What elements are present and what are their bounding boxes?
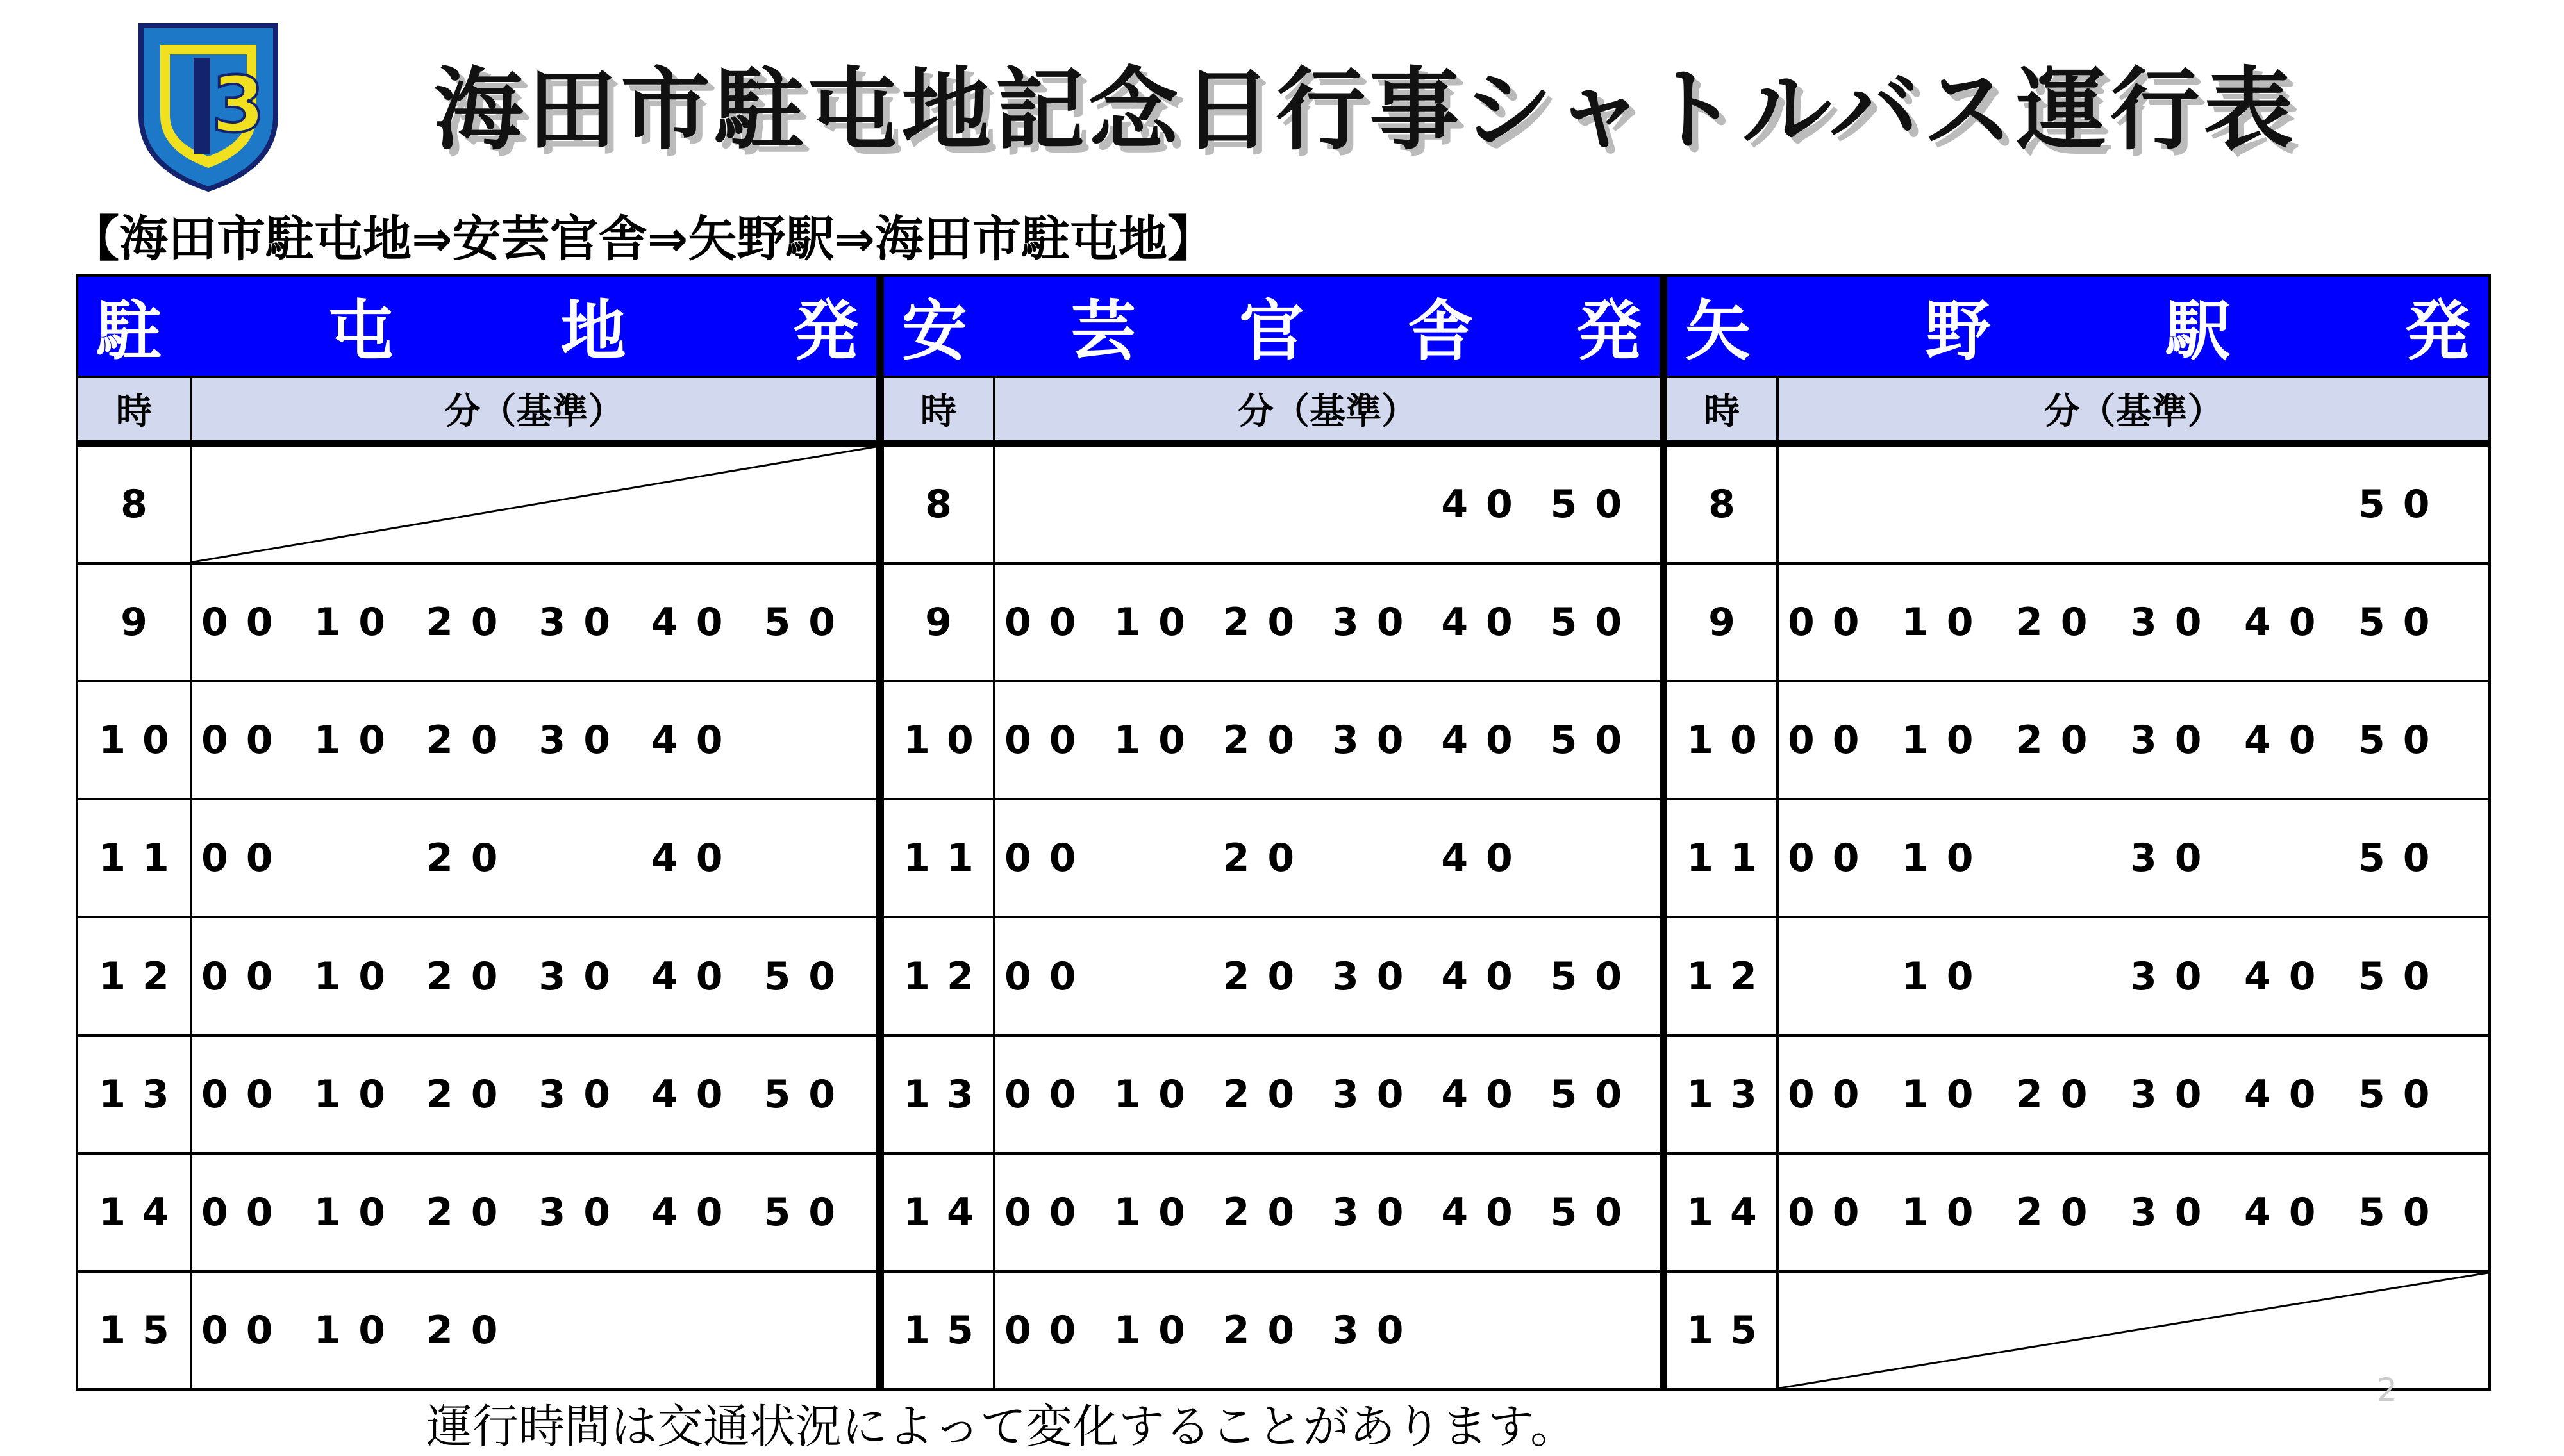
departure-minute bbox=[1441, 1308, 1550, 1353]
departure-minute: 20 bbox=[1222, 600, 1313, 645]
departure-minute: 20 bbox=[1222, 1189, 1313, 1235]
departure-minute: 10 bbox=[1113, 1071, 1203, 1117]
hour-cell: 8 bbox=[880, 443, 994, 563]
departure-minute: 10 bbox=[1902, 1071, 1992, 1117]
departure-minute: 00 bbox=[1788, 718, 1877, 763]
departure-minute bbox=[2244, 482, 2358, 527]
departure-minute bbox=[1902, 482, 2016, 527]
departure-minute bbox=[2016, 482, 2130, 527]
departure-minute: 50 bbox=[763, 954, 853, 999]
station-name-char: 芸 bbox=[1070, 293, 1136, 370]
departure-minute bbox=[1551, 836, 1660, 881]
departure-minute bbox=[314, 836, 427, 881]
departure-minute: 50 bbox=[2358, 482, 2448, 527]
departure-minute: 40 bbox=[2244, 1071, 2334, 1117]
departure-minute bbox=[1788, 954, 1902, 999]
departure-minute: 00 bbox=[201, 600, 291, 645]
departure-minute: 00 bbox=[1004, 1307, 1094, 1353]
departure-minute: 10 bbox=[313, 718, 403, 763]
hour-cell: 8 bbox=[1663, 443, 1777, 563]
departure-minute: 00 bbox=[201, 1189, 291, 1235]
departure-minute: 20 bbox=[426, 954, 516, 999]
hour-cell: 12 bbox=[1663, 917, 1777, 1035]
hour-cell: 14 bbox=[77, 1154, 191, 1271]
departure-minute: 00 bbox=[201, 718, 291, 763]
departure-minute: 30 bbox=[538, 954, 628, 999]
station-name-char: 駐 bbox=[96, 293, 162, 370]
hour-column-header: 時 bbox=[77, 377, 191, 443]
minute-column-header: 分（基準） bbox=[191, 377, 880, 443]
departure-minute bbox=[1788, 482, 1902, 527]
departure-minute: 00 bbox=[1004, 954, 1094, 999]
diagonal-slash bbox=[192, 447, 876, 562]
hour-cell: 13 bbox=[77, 1036, 191, 1154]
footnote: 運行時間は交通状況によって変化することがあります。 bbox=[426, 1400, 1577, 1453]
departure-minute: 10 bbox=[313, 600, 403, 645]
departure-minute: 00 bbox=[201, 954, 291, 999]
departure-minute: 30 bbox=[2130, 718, 2220, 763]
hour-cell: 15 bbox=[77, 1271, 191, 1389]
minutes-cell bbox=[994, 563, 1663, 681]
departure-minute: 30 bbox=[2130, 836, 2220, 881]
departure-minute: 50 bbox=[1550, 1189, 1640, 1235]
departure-minute: 40 bbox=[1441, 600, 1531, 645]
departure-minute: 30 bbox=[1331, 718, 1422, 763]
departure-minute: 10 bbox=[313, 1071, 403, 1117]
minutes-cell bbox=[994, 443, 1663, 563]
station-header-1 bbox=[77, 276, 880, 377]
departure-minute: 30 bbox=[538, 718, 628, 763]
minutes-cell bbox=[1777, 443, 2490, 563]
departure-minute: 00 bbox=[1788, 1071, 1877, 1117]
departure-minute: 50 bbox=[1550, 1071, 1640, 1117]
minutes-cell bbox=[1777, 1154, 2490, 1271]
minutes-cell bbox=[191, 799, 880, 917]
hour-cell: 15 bbox=[1663, 1271, 1777, 1389]
hour-cell: 12 bbox=[880, 917, 994, 1035]
minutes-cell bbox=[994, 681, 1663, 799]
departure-minute: 30 bbox=[538, 1071, 628, 1117]
departure-minute bbox=[764, 1308, 877, 1353]
departure-minute: 00 bbox=[1004, 600, 1094, 645]
departure-minute: 10 bbox=[1902, 836, 1992, 881]
departure-minute: 30 bbox=[2130, 1071, 2220, 1117]
departure-minute: 40 bbox=[651, 1071, 741, 1117]
departure-minute: 10 bbox=[313, 1189, 403, 1235]
departure-minute: 50 bbox=[763, 1071, 853, 1117]
station-name-char: 屯 bbox=[328, 293, 394, 370]
departure-minute: 00 bbox=[1004, 1071, 1094, 1117]
departure-minute: 40 bbox=[1441, 1189, 1531, 1235]
station-name-char: 官 bbox=[1239, 293, 1304, 370]
departure-minute: 30 bbox=[1331, 1307, 1422, 1353]
unit-emblem-icon bbox=[135, 19, 282, 192]
departure-minute: 30 bbox=[2130, 954, 2220, 999]
departure-minute: 00 bbox=[1004, 1189, 1094, 1235]
minutes-cell bbox=[191, 1271, 880, 1389]
departure-minute bbox=[651, 1308, 764, 1353]
departure-minute: 30 bbox=[1331, 1189, 1422, 1235]
departure-minute: 00 bbox=[1788, 600, 1877, 645]
departure-minute: 20 bbox=[426, 1189, 516, 1235]
minutes-cell bbox=[1777, 917, 2490, 1035]
hour-cell: 11 bbox=[77, 799, 191, 917]
departure-minute: 50 bbox=[1550, 600, 1640, 645]
departure-minute: 20 bbox=[2016, 1071, 2106, 1117]
departure-minute: 00 bbox=[1004, 718, 1094, 763]
departure-minute bbox=[764, 836, 877, 881]
departure-minute bbox=[1113, 836, 1222, 881]
diagonal-slash bbox=[1779, 1273, 2488, 1388]
minutes-cell bbox=[994, 1271, 1663, 1389]
hour-cell: 10 bbox=[880, 681, 994, 799]
departure-minute: 20 bbox=[426, 1307, 516, 1353]
departure-minute: 10 bbox=[1902, 600, 1992, 645]
minutes-cell bbox=[994, 1154, 1663, 1271]
station-header-3 bbox=[1663, 276, 2490, 377]
departure-minute: 40 bbox=[651, 836, 741, 881]
departure-minute bbox=[1332, 482, 1441, 527]
departure-minute bbox=[2016, 954, 2130, 999]
station-name-char: 安 bbox=[902, 293, 967, 370]
station-name-char: 舎 bbox=[1408, 293, 1473, 370]
departure-minute: 40 bbox=[2244, 600, 2334, 645]
departure-minute: 10 bbox=[1113, 718, 1203, 763]
departure-minute bbox=[1551, 1308, 1660, 1353]
table-row bbox=[77, 1036, 2490, 1154]
departure-minute bbox=[2130, 482, 2244, 527]
station-name-char: 発 bbox=[2404, 293, 2470, 370]
minutes-cell bbox=[191, 563, 880, 681]
departure-minute: 50 bbox=[2358, 718, 2448, 763]
table-row bbox=[77, 917, 2490, 1035]
table-row bbox=[77, 443, 2490, 563]
departure-minute: 50 bbox=[2358, 954, 2448, 999]
table-row bbox=[77, 1154, 2490, 1271]
departure-minute: 30 bbox=[1331, 954, 1422, 999]
minute-column-header: 分（基準） bbox=[994, 377, 1663, 443]
hour-column-header: 時 bbox=[880, 377, 994, 443]
minutes-cell bbox=[191, 681, 880, 799]
page-number: 2 bbox=[2377, 1371, 2397, 1409]
departure-minute: 20 bbox=[2016, 600, 2106, 645]
departure-minute: 20 bbox=[1222, 954, 1313, 999]
departure-minute: 50 bbox=[763, 1189, 853, 1235]
departure-minute: 40 bbox=[1441, 954, 1531, 999]
departure-minute: 10 bbox=[313, 954, 403, 999]
departure-minute: 10 bbox=[1113, 600, 1203, 645]
departure-minute: 30 bbox=[2130, 1189, 2220, 1235]
departure-minute: 00 bbox=[1788, 836, 1877, 881]
minutes-cell bbox=[1777, 681, 2490, 799]
departure-minute: 40 bbox=[1441, 1071, 1531, 1117]
departure-minute: 00 bbox=[201, 1071, 291, 1117]
departure-minute: 20 bbox=[1222, 718, 1313, 763]
departure-minute bbox=[2016, 836, 2130, 881]
departure-minute: 20 bbox=[426, 718, 516, 763]
departure-minute: 20 bbox=[1222, 1307, 1313, 1353]
departure-minute: 00 bbox=[1004, 836, 1094, 881]
station-name-char: 発 bbox=[1576, 293, 1642, 370]
hour-cell: 11 bbox=[1663, 799, 1777, 917]
hour-cell: 9 bbox=[1663, 563, 1777, 681]
table-row bbox=[77, 563, 2490, 681]
page-title: 海田市駐屯地記念日行事シャトルバス運行表 bbox=[433, 58, 2297, 163]
hour-cell: 15 bbox=[880, 1271, 994, 1389]
departure-minute: 40 bbox=[1441, 718, 1531, 763]
hour-cell: 10 bbox=[1663, 681, 1777, 799]
departure-minute: 40 bbox=[651, 954, 741, 999]
minutes-cell bbox=[191, 1154, 880, 1271]
shuttle-timetable bbox=[76, 274, 2491, 1391]
hour-cell: 9 bbox=[880, 563, 994, 681]
departure-minute: 30 bbox=[1331, 600, 1422, 645]
minutes-cell bbox=[994, 799, 1663, 917]
departure-minute: 30 bbox=[2130, 600, 2220, 645]
hour-cell: 8 bbox=[77, 443, 191, 563]
departure-minute bbox=[1113, 482, 1222, 527]
departure-minute: 40 bbox=[2244, 1189, 2334, 1235]
departure-minute: 50 bbox=[2358, 836, 2448, 881]
departure-minute: 40 bbox=[651, 718, 741, 763]
departure-minute: 50 bbox=[1550, 718, 1640, 763]
departure-minute bbox=[539, 836, 652, 881]
svg-text:3: 3 bbox=[212, 61, 265, 150]
minute-column-header: 分（基準） bbox=[1777, 377, 2490, 443]
minutes-cell bbox=[1777, 1036, 2490, 1154]
departure-minute: 50 bbox=[1550, 482, 1640, 527]
station-name-char: 野 bbox=[1925, 293, 1991, 370]
departure-minute bbox=[764, 718, 877, 763]
hour-cell: 12 bbox=[77, 917, 191, 1035]
departure-minute: 40 bbox=[2244, 954, 2334, 999]
station-name-char: 駅 bbox=[2165, 293, 2231, 370]
departure-minute: 40 bbox=[1441, 836, 1531, 881]
departure-minute bbox=[1223, 482, 1332, 527]
departure-minute: 10 bbox=[313, 1307, 403, 1353]
departure-minute: 30 bbox=[538, 1189, 628, 1235]
route-description: 【海田市駐屯地⇒安芸官舎⇒矢野駅⇒海田市駐屯地】 bbox=[71, 210, 1217, 267]
station-name-char: 矢 bbox=[1685, 293, 1751, 370]
departure-minute: 10 bbox=[1902, 954, 1992, 999]
departure-minute: 20 bbox=[426, 1071, 516, 1117]
departure-minute: 30 bbox=[538, 600, 628, 645]
table-row bbox=[77, 1271, 2490, 1389]
departure-minute bbox=[1113, 954, 1222, 999]
departure-minute: 40 bbox=[1441, 482, 1531, 527]
minutes-cell bbox=[994, 917, 1663, 1035]
departure-minute: 10 bbox=[1113, 1189, 1203, 1235]
hour-cell: 10 bbox=[77, 681, 191, 799]
departure-minute: 30 bbox=[1331, 1071, 1422, 1117]
departure-minute: 40 bbox=[651, 600, 741, 645]
departure-minute: 00 bbox=[201, 1307, 291, 1353]
departure-minute bbox=[2244, 836, 2358, 881]
hour-cell: 14 bbox=[880, 1154, 994, 1271]
minutes-cell bbox=[191, 917, 880, 1035]
departure-minute: 20 bbox=[2016, 1189, 2106, 1235]
departure-minute: 00 bbox=[201, 836, 291, 881]
departure-minute: 40 bbox=[2244, 718, 2334, 763]
departure-minute bbox=[1332, 836, 1441, 881]
hour-cell: 14 bbox=[1663, 1154, 1777, 1271]
table-row bbox=[77, 799, 2490, 917]
departure-minute: 50 bbox=[1550, 954, 1640, 999]
departure-minute: 20 bbox=[426, 836, 516, 881]
no-service-cell bbox=[191, 443, 880, 563]
departure-minute: 50 bbox=[2358, 600, 2448, 645]
station-name-char: 発 bbox=[792, 293, 858, 370]
departure-minute: 50 bbox=[2358, 1071, 2448, 1117]
departure-minute: 20 bbox=[1222, 1071, 1313, 1117]
departure-minute: 10 bbox=[1113, 1307, 1203, 1353]
minutes-cell bbox=[191, 1036, 880, 1154]
table-row bbox=[77, 681, 2490, 799]
departure-minute bbox=[539, 1308, 652, 1353]
minutes-cell bbox=[1777, 799, 2490, 917]
hour-cell: 13 bbox=[880, 1036, 994, 1154]
departure-minute: 50 bbox=[2358, 1189, 2448, 1235]
departure-minute: 10 bbox=[1902, 718, 1992, 763]
departure-minute: 00 bbox=[1788, 1189, 1877, 1235]
hour-cell: 9 bbox=[77, 563, 191, 681]
departure-minute: 10 bbox=[1902, 1189, 1992, 1235]
station-name-char: 地 bbox=[560, 293, 626, 370]
departure-minute: 20 bbox=[2016, 718, 2106, 763]
minutes-cell bbox=[1777, 563, 2490, 681]
departure-minute bbox=[1004, 482, 1113, 527]
minutes-cell bbox=[994, 1036, 1663, 1154]
hour-cell: 13 bbox=[1663, 1036, 1777, 1154]
station-header-2 bbox=[880, 276, 1663, 377]
departure-minute: 40 bbox=[651, 1189, 741, 1235]
departure-minute: 50 bbox=[763, 600, 853, 645]
departure-minute: 20 bbox=[426, 600, 516, 645]
departure-minute: 20 bbox=[1222, 836, 1313, 881]
hour-column-header: 時 bbox=[1663, 377, 1777, 443]
hour-cell: 11 bbox=[880, 799, 994, 917]
